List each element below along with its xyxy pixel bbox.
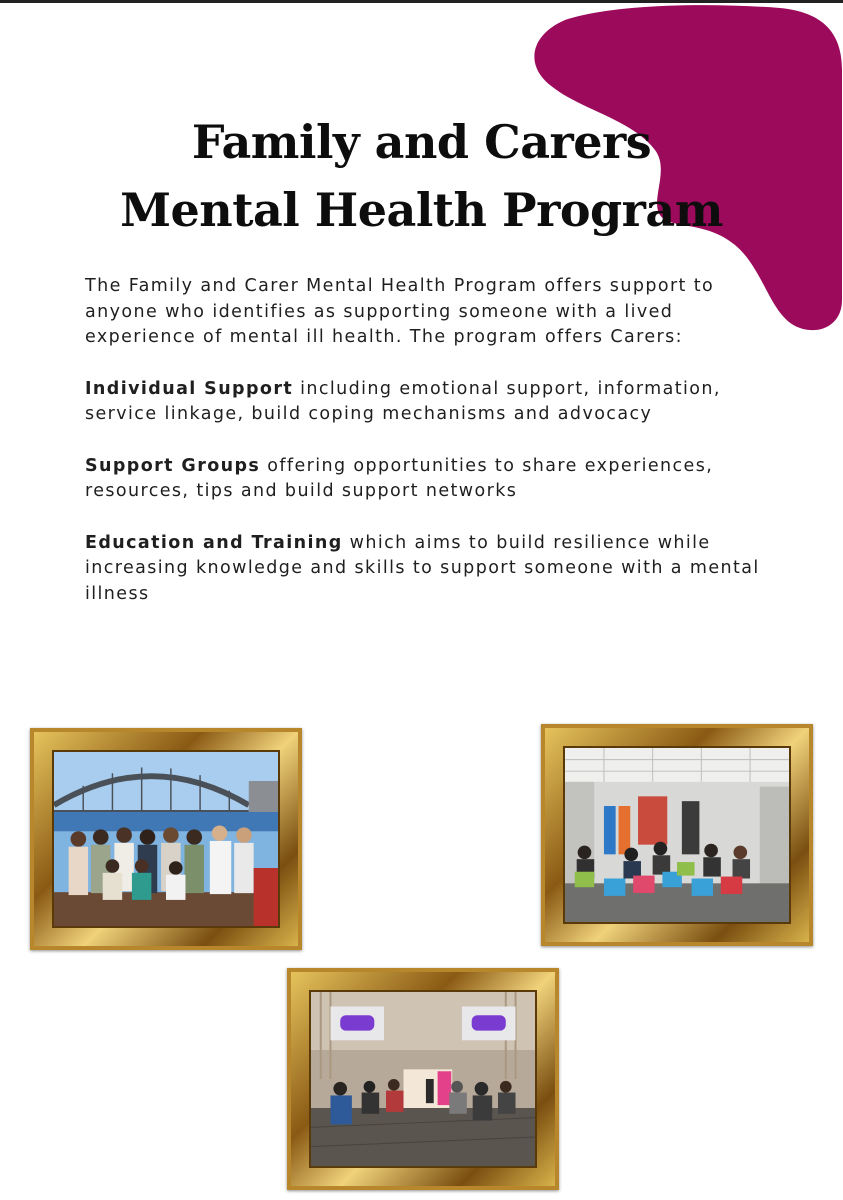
photo-frame-harbour-group [30,728,302,950]
service-text: including emotional support, information, service linkage, build coping mechanisms and advocacy [85,378,721,424]
service-heading: Education and Training [85,532,343,553]
photo-frame-meeting-room [541,724,813,946]
program-description [85,274,785,633]
harbour-group-photo [54,752,278,926]
title-line-2: Mental Health Program [120,183,723,237]
presentation-hall-photo [311,992,535,1166]
service-heading: Individual Support [85,378,294,399]
service-text: offering opportunities to share experiences, resources, tips and build support networks [85,455,714,501]
page-title [0,108,843,244]
intro-paragraph: The Family and Carer Mental Health Program offers support to anyone who identifies as supporting someone with a lived experience of mental ill health. The program offers Carers: [85,276,715,347]
service-individual-support [85,377,785,428]
title-line-1: Family and Carers [191,115,652,169]
service-text: which aims to build resilience while increasing knowledge and skills to support someone with a mental illness [85,532,760,604]
service-heading: Support Groups [85,455,261,476]
photo-frame-presentation-hall [287,968,559,1190]
service-education-training [85,531,785,608]
meeting-room-photo [565,748,789,922]
service-support-groups [85,454,785,505]
